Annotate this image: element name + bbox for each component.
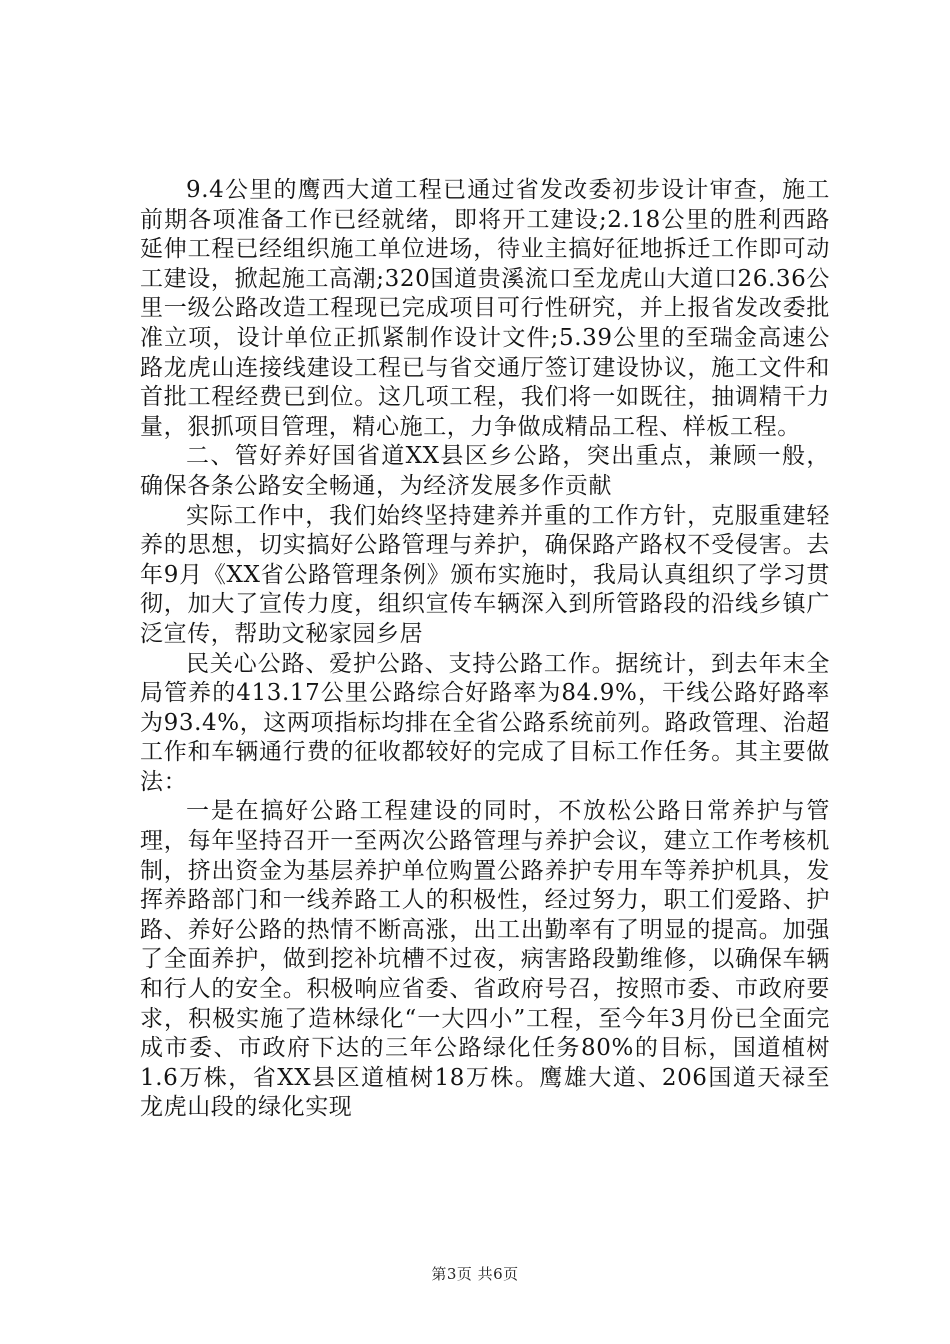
paragraph-road-projects: 9.4公里的鹰西大道工程已通过省发改委初步设计审查，施工前期各项准备工作已经就绪，即将开工建设;2.18公里的胜利西路延伸工程已经组织施工单位进场，待业主搞好征地拆迁工作即可动工建设，掀起施工高潮;320国道贵溪流口至龙虎山大道口26.36公里一级公路改造工程现已完成项目可行性研究，并上报省发改委批准立项，设计单位正抓紧制作设计文件;5.39公里的至瑞金高速公路龙虎山连接线建设工程已与省交通厅签订建设协议，施工文件和首批工程经费已到位。这几项工程，我们将一如既往，抽调精干力量，狠抓项目管理，精心施工，力争做成精品工程、样板工程。: [140, 177, 830, 440]
page-footer: 第3页 共6页: [431, 1265, 519, 1283]
paragraph-maintenance-measures: 一是在搞好公路工程建设的同时，不放松公路日常养护与管理，每年坚持召开一至两次公路管理与养护会议，建立工作考核机制，挤出资金为基层养护单位购置公路养护专用车等养护机具，发挥养路部门和一线养路工人的积极性，经过努力，职工们爱路、护路、养好公路的热情不断高涨，出工出勤率有了明显的提高。加强了全面养护，做到挖补坑槽不过夜，病害路段勤维修，以确保车辆和行人的安全。积极响应省委、省政府号召，按照市委、市政府要求，积极实施了造林绿化“一大四小”工程，至今年3月份已全面完成市委、市政府下达的三年公路绿化任务80%的目标，国道植树1.6万株，省XX县区道植树18万株。鹰雄大道、206国道天禄至龙虎山段的绿化实现: [140, 798, 830, 1121]
paragraph-management-policy: 实际工作中，我们始终坚持建养并重的工作方针，克服重建轻养的思想，切实搞好公路管理与养护，确保路产路权不受侵害。去年9月《XX省公路管理条例》颁布实施时，我局认真组织了学习贯彻，加大了宣传力度，组织宣传车辆深入到所管路段的沿线乡镇广泛宣传，帮助文秘家园乡居: [140, 502, 830, 647]
section-heading-2: 二、管好养好国省道XX县区乡公路，突出重点，兼顾一般，确保各条公路安全畅通，为经济发展多作贡献: [140, 443, 830, 499]
paragraph-statistics: 民关心公路、爱护公路、支持公路工作。据统计，到去年末全局管养的413.17公里公路综合好路率为84.9%，干线公路好路率为93.4%，这两项指标均排在全省公路系统前列。路政管理、治超工作和车辆通行费的征收都较好的完成了目标工作任务。其主要做法：: [140, 650, 830, 795]
document-body: [140, 176, 830, 1123]
